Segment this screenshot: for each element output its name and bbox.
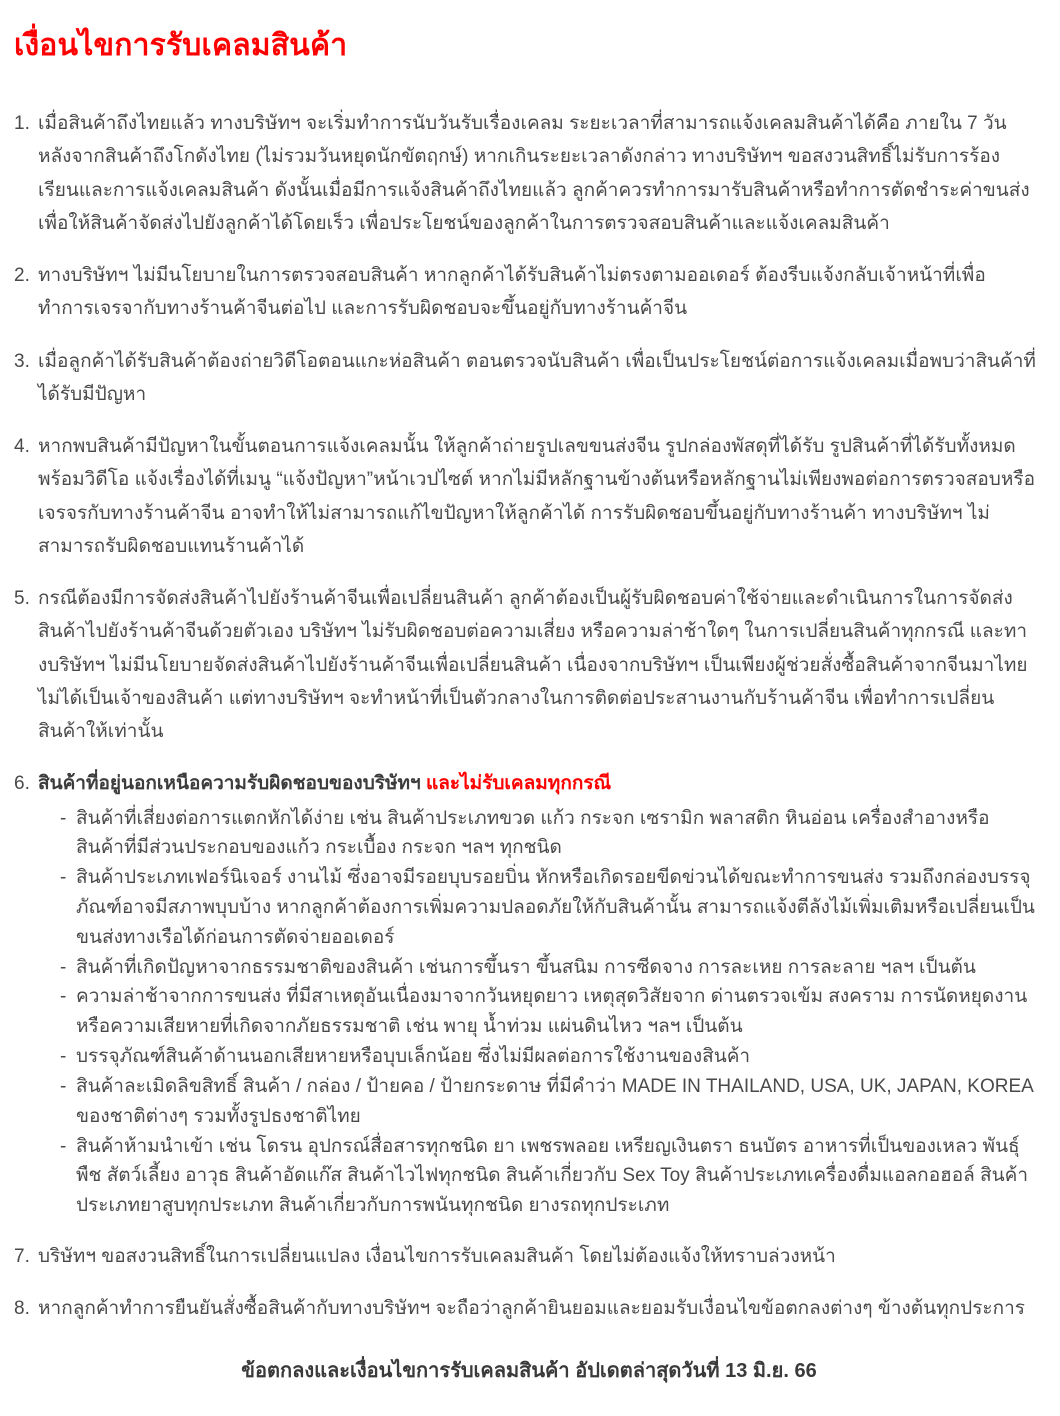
term-item-3 xyxy=(14,345,1044,412)
dash-bullet: - xyxy=(60,1135,67,1157)
terms-list xyxy=(14,107,1044,1326)
term-text: บริษัทฯ ขอสงวนสิทธิ์ในการเปลี่ยนแปลง เงื่อนไขการรับเคลมสินค้า โดยไม่ต้องแจ้งให้ทราบล่วงหน้า xyxy=(38,1246,836,1268)
term-item-2 xyxy=(14,259,1044,326)
term-text: หากพบสินค้ามีปัญหาในขั้นตอนการแจ้งเคลมนั้น ให้ลูกค้าถ่ายรูปเลขขนส่งจีน รูปกล่องพัสดุที่ได้รับ รูปสินค้าที่ได้รับทั้งหมดพร้อมวิดีโอ แจ้งเรื่องได้ที่เมนู “แจ้งปัญหา”หน้าเวปไซต์ หากไม่มีหลักฐานข้างต้นหรือหลักฐานไม่เพียงพอต่อการตรวจสอบหรือเจรจรกับทางร้านค้าจีน อาจทำให้ไม่สามารถแก้ไขปัญหาให้ลูกค้าได้ การรับผิดชอบขึ้นอยู่กับทางร้านค้า ทางบริษัทฯ ไม่สามารถรับผิดชอบแทนร้านค้าได้ xyxy=(38,436,1035,557)
sub-item-text: สินค้าละเมิดลิขสิทธิ์ สินค้า / กล่อง / ป้ายคอ / ป้ายกระดาษ ที่มีคำว่า MADE IN THAILAND, USA, UK, JAPAN, KOREA ของชาติต่างๆ รวมทั้งรูปธงชาติไทย xyxy=(76,1075,1033,1127)
sub-item-1 xyxy=(38,804,1040,864)
sub-item-text: ความล่าช้าจากการขนส่ง ที่มีสาเหตุอันเนื่องมาจากวันหยุดยาว เหตุสุดวิสัยจาก ด่านตรวจเข้ม สงคราม การนัดหยุดงาน หรือความเสียหายที่เกิดจากภัยธรรมชาติ เช่น พายุ น้ำท่วม แผ่นดินไหว ฯลฯ เป็นต้น xyxy=(76,986,1028,1038)
term-number: 5. xyxy=(14,588,30,609)
sub-item-text: สินค้าที่เกิดปัญหาจากธรรมชาติของสินค้า เช่นการขึ้นรา ขึ้นสนิม การซีดจาง การละเหย การละลาย ฯลฯ เป็นต้น xyxy=(76,956,976,978)
sub-item-6 xyxy=(38,1072,1040,1132)
term-text: เมื่อลูกค้าได้รับสินค้าต้องถ่ายวิดีโอตอนแกะห่อสินค้า ตอนตรวจนับสินค้า เพื่อเป็นประโยชน์ต่อการแจ้งเคลมเมื่อพบว่าสินค้าที่ได้รับมีปัญหา xyxy=(38,350,1036,405)
sub-item-4 xyxy=(38,982,1040,1042)
term-number: 3. xyxy=(14,350,30,372)
dash-bullet: - xyxy=(60,867,67,889)
exclusion-sub-list xyxy=(38,804,1040,1222)
term-text: หากลูกค้าทำการยืนยันสั่งซื้อสินค้ากับทางบริษัทฯ จะถือว่าลูกค้ายินยอมและยอมรับเงื่อนไขข้อตกลงต่างๆ ข้างต้นทุกประการ xyxy=(38,1298,1025,1320)
term-number: 6. xyxy=(14,773,30,795)
exclusion-heading: สินค้าที่อยู่นอกเหนือความรับผิดชอบของบริษัทฯ xyxy=(38,773,426,795)
term-text: กรณีต้องมีการจัดส่งสินค้าไปยังร้านค้าจีนเพื่อเปลี่ยนสินค้า ลูกค้าต้องเป็นผู้รับผิดชอบค่าใช้จ่ายและดำเนินการในการจัดส่งสินค้าไปยังร้านค้าจีนด้วยตัวเอง บริษัทฯ ไม่รับผิดชอบต่อความเสี่ยง หรือความล่าช้าใดๆ ในการเปลี่ยนสินค้าทุกกรณี และทางบริษัทฯ ไม่มีนโยบายจัดส่งสินค้าไปยังร้านค้าจีนเพื่อเปลี่ยนสินค้า เนื่องจากบริษัทฯ เป็นเพียงผู้ช่วยสั่งซื้อสินค้าจากจีนมาไทย ไม่ได้เป็นเจ้าของสินค้า แต่ทางบริษัทฯ จะทำหน้าที่เป็นตัวกลางในการติดต่อประสานงานกับร้านค้าจีน เพื่อทำการเปลี่ยนสินค้าให้เท่านั้น xyxy=(38,588,1028,742)
footer-update-note: ข้อตกลงและเงื่อนไขการรับเคลมสินค้า อัปเดตล่าสุดวันที่ 13 มิ.ย. 66 xyxy=(241,1359,817,1382)
sub-item-text: สินค้าประเภทเฟอร์นิเจอร์ งานไม้ ซึ่งอาจมีรอยบุบรอยบิ่น หักหรือเกิดรอยขีดข่วนได้ขณะทำการขนส่ง รวมถึงกล่องบรรจุภัณฑ์อาจมีสภาพบุบบ้าง หากลูกค้าต้องการเพิ่มความปลอดภัยให้กับสินค้านั้น สามารถแจ้งตีลังไม้เพิ่มเติมหรือเปลี่ยนเป็นขนส่งทางเรือได้ก่อนการตัดจ่ายออเดอร์ xyxy=(76,867,1035,948)
sub-item-text: สินค้าที่เสี่ยงต่อการแตกหักได้ง่าย เช่น สินค้าประเภทขวด แก้ว กระจก เซรามิก พลาสติก หินอ่อน เครื่องสำอางหรือสินค้าที่มีส่วนประกอบของแก้ว กระเบื้อง กระจก ฯลฯ ทุกชนิด xyxy=(76,807,990,859)
term-number: 4. xyxy=(14,436,30,457)
sub-item-7 xyxy=(38,1132,1040,1221)
term-item-7 xyxy=(14,1240,1044,1273)
term-item-8 xyxy=(14,1292,1044,1325)
exclusion-heading-red: และไม่รับเคลมทุกกรณี xyxy=(425,773,612,795)
sub-item-2 xyxy=(38,863,1040,952)
dash-bullet: - xyxy=(60,1075,67,1097)
dash-bullet: - xyxy=(60,986,67,1008)
term-number: 8. xyxy=(14,1298,30,1320)
term-text: ทางบริษัทฯ ไม่มีนโยบายในการตรวจสอบสินค้า หากลูกค้าได้รับสินค้าไม่ตรงตามออเดอร์ ต้องรีบแจ้งกลับเจ้าหน้าที่เพื่อทำการเจรจากับทางร้านค้าจีนต่อไป และการรับผิดชอบจะขึ้นอยู่กับทางร้านค้าจีน xyxy=(38,265,986,320)
term-item-4 xyxy=(14,430,1044,563)
dash-bullet: - xyxy=(60,1046,67,1068)
term-number: 2. xyxy=(14,265,30,286)
term-number: 7. xyxy=(14,1246,30,1268)
page-title: เงื่อนไขการรับเคลมสินค้า xyxy=(14,29,348,62)
term-text: เมื่อสินค้าถึงไทยแล้ว ทางบริษัทฯ จะเริ่มทำการนับวันรับเรื่องเคลม ระยะเวลาที่สามารถแจ้งเคลมสินค้าได้คือ ภายใน 7 วันหลังจากสินค้าถึงโกดังไทย (ไม่รวมวันหยุดนักขัตฤกษ์) หากเกินระยะเวลาดังกล่าว ทางบริษัทฯ ขอสงวนสิทธิ์ไม่รับการร้องเรียนและการแจ้งเคลมสินค้า ดังนั้นเมื่อมีการแจ้งสินค้าถึงไทยแล้ว ลูกค้าควรทำการมารับสินค้าหรือทำการตัดชำระค่าขนส่งเพื่อให้สินค้าจัดส่งไปยังลูกค้าได้โดยเร็ว เพื่อประโยชน์ของลูกค้าในการตรวจสอบสินค้าและแจ้งเคลมสินค้า xyxy=(38,113,1030,234)
dash-bullet: - xyxy=(60,956,67,978)
term-item-1 xyxy=(14,107,1044,240)
sub-item-text: สินค้าห้ามนำเข้า เช่น โดรน อุปกรณ์สื่อสารทุกชนิด ยา เพชรพลอย เหรียญเงินตรา ธนบัตร อาหารที่เป็นของเหลว พันธุ์พืช สัตว์เลี้ยง อาวุธ สินค้าอัดแก๊ส สินค้าไวไฟทุกชนิด สินค้าเกี่ยวกับ Sex Toy สินค้าประเภทเครื่องดื่มแอลกอฮอล์ สินค้าประเภทยาสูบทุกประเภท สินค้าเกี่ยวกับการพนันทุกชนิด ยางรถทุกประเภท xyxy=(76,1135,1028,1217)
dash-bullet: - xyxy=(60,807,67,829)
term-body-exclusions xyxy=(38,767,1044,1221)
sub-item-3 xyxy=(38,953,1040,983)
sub-item-text: บรรจุภัณฑ์สินค้าด้านนอกเสียหายหรือบุบเล็กน้อย ซึ่งไม่มีผลต่อการใช้งานของสินค้า xyxy=(76,1046,751,1068)
term-item-6 xyxy=(14,767,1044,1221)
term-number: 1. xyxy=(14,113,30,134)
term-item-5 xyxy=(14,582,1044,748)
sub-item-5 xyxy=(38,1042,1040,1072)
